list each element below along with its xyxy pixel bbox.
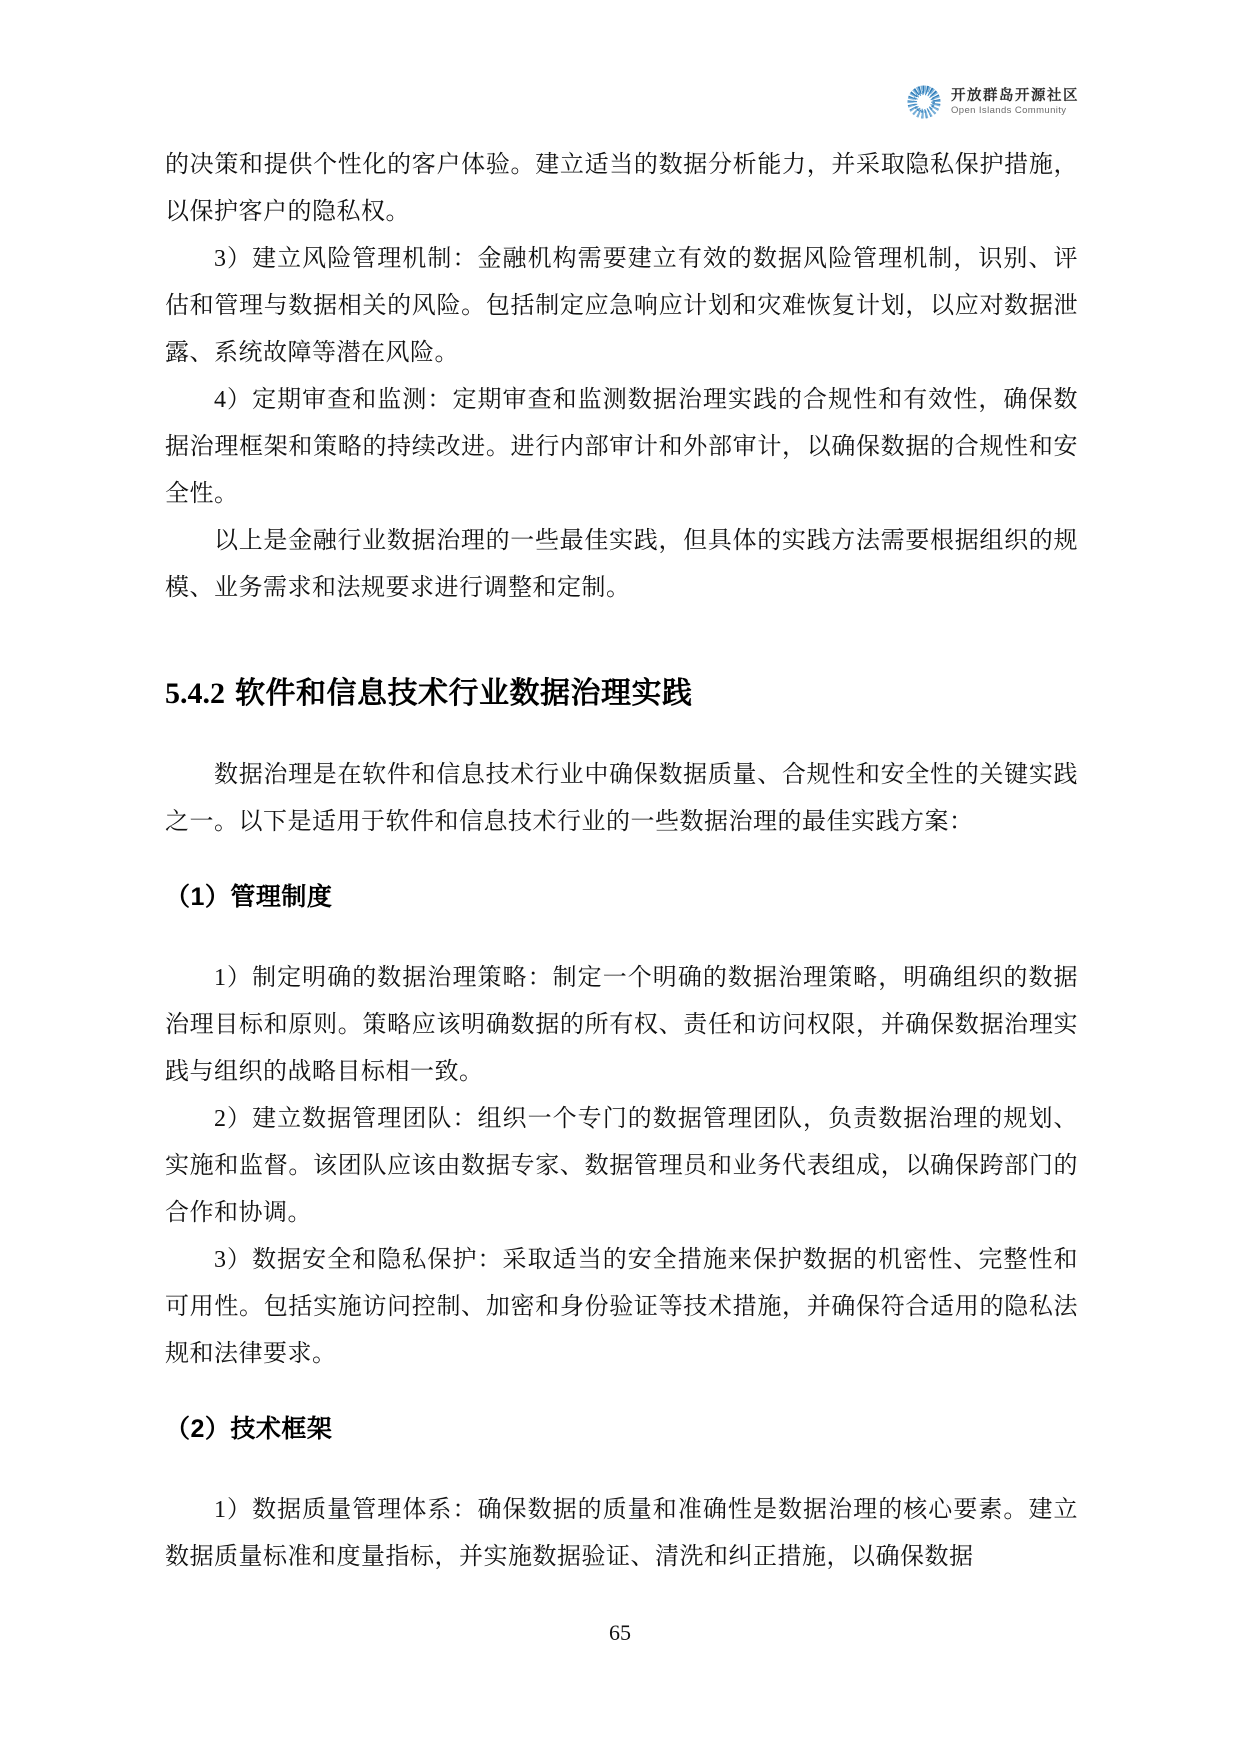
paragraph: 数据治理是在软件和信息技术行业中确保数据质量、合规性和安全性的关键实践之一。以下是适用于软件和信息技术行业的一些数据治理的最佳实践方案： [165,762,1078,835]
section-heading-title: 软件和信息技术行业数据治理实践 [235,677,693,710]
logo-subtitle: Open Islands Community [951,104,1067,116]
header-logo [906,84,1079,120]
paragraph: 3）数据安全和隐私保护：采取适当的安全措施来保护数据的机密性、完整性和可用性。包括实施访问控制、加密和身份验证等技术措施，并确保符合适用的隐私法规和法律要求。 [165,1247,1078,1367]
paragraph: 1）数据质量管理体系：确保数据的质量和准确性是数据治理的核心要素。建立数据质量标准和度量指标，并实施数据验证、清洗和纠正措施，以确保数据 [165,1497,1078,1570]
section-heading [165,672,1078,716]
logo-title: 开放群岛开源社区 [951,87,1079,104]
paragraph: 的决策和提供个性化的客户体验。建立适当的数据分析能力，并采取隐私保护措施，以保护客户的隐私权。 [165,152,1078,225]
paragraph: 4）定期审查和监测：定期审查和监测数据治理实践的合规性和有效性，确保数据治理框架和策略的持续改进。进行内部审计和外部审计，以确保数据的合规性和安全性。 [165,387,1078,507]
logo-text [951,88,1079,117]
paragraph: 3）建立风险管理机制：金融机构需要建立有效的数据风险管理机制，识别、评估和管理与数据相关的风险。包括制定应急响应计划和灾难恢复计划，以应对数据泄露、系统故障等潜在风险。 [165,246,1078,366]
subsection-heading: （1）管理制度 [165,883,333,911]
paragraph: 1）制定明确的数据治理策略：制定一个明确的数据治理策略，明确组织的数据治理目标和原则。策略应该明确数据的所有权、责任和访问权限，并确保数据治理实践与组织的战略目标相一致。 [165,965,1078,1085]
paragraph: 2）建立数据管理团队：组织一个专门的数据管理团队，负责数据治理的规划、实施和监督。该团队应该由数据专家、数据管理员和业务代表组成，以确保跨部门的合作和协调。 [165,1106,1078,1226]
section-heading-number: 5.4.2 [165,677,225,710]
paragraph: 以上是金融行业数据治理的一些最佳实践，但具体的实践方法需要根据组织的规模、业务需求和法规要求进行调整和定制。 [165,528,1078,601]
page-number: 65 [609,1620,631,1645]
content-area [165,142,1078,1581]
sunburst-icon [906,84,942,120]
subsection-heading: （2）技术框架 [165,1415,333,1443]
